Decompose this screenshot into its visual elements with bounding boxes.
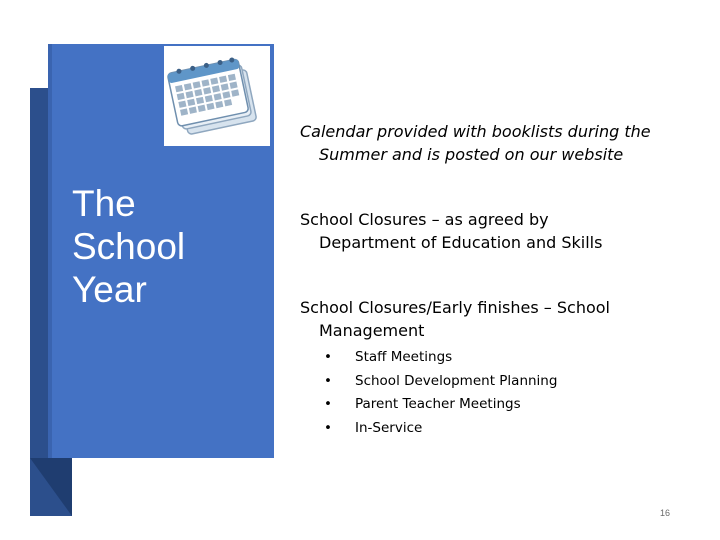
bullet-icon: • [324, 349, 332, 365]
closures-paragraph [300, 208, 700, 254]
paragraph-line: School Closures/Early finishes – School [300, 298, 610, 317]
slide-title [72, 182, 262, 311]
list-item-label: Parent Teacher Meetings [355, 396, 521, 412]
page-number: 16 [659, 508, 670, 518]
paragraph-line: Summer and is posted on our website [319, 145, 624, 164]
list-item [324, 370, 557, 394]
sub-bullet-list [324, 346, 557, 440]
title-line: School [72, 226, 186, 267]
list-item-label: Staff Meetings [355, 349, 453, 365]
bullet-icon: • [324, 419, 332, 436]
calendar-paragraph [300, 120, 700, 166]
accent-fold [30, 458, 72, 516]
title-line: The [72, 183, 136, 224]
list-item-label: School Development Planning [355, 372, 558, 389]
list-item [324, 393, 557, 417]
list-item [324, 346, 557, 370]
list-item [324, 417, 557, 441]
title-line: Year [72, 269, 147, 310]
early-finishes-paragraph [300, 296, 700, 342]
paragraph-line: School Closures – as agreed by [300, 210, 549, 229]
calendar-icon [164, 46, 270, 146]
bullet-icon: • [324, 396, 332, 412]
panel-edge [48, 44, 52, 458]
paragraph-line: Department of Education and Skills [319, 233, 603, 252]
paragraph-line: Management [319, 321, 425, 340]
paragraph-line: Calendar provided with booklists during the [300, 122, 651, 141]
list-item-label: In-Service [355, 419, 423, 436]
bullet-icon: • [324, 372, 332, 389]
